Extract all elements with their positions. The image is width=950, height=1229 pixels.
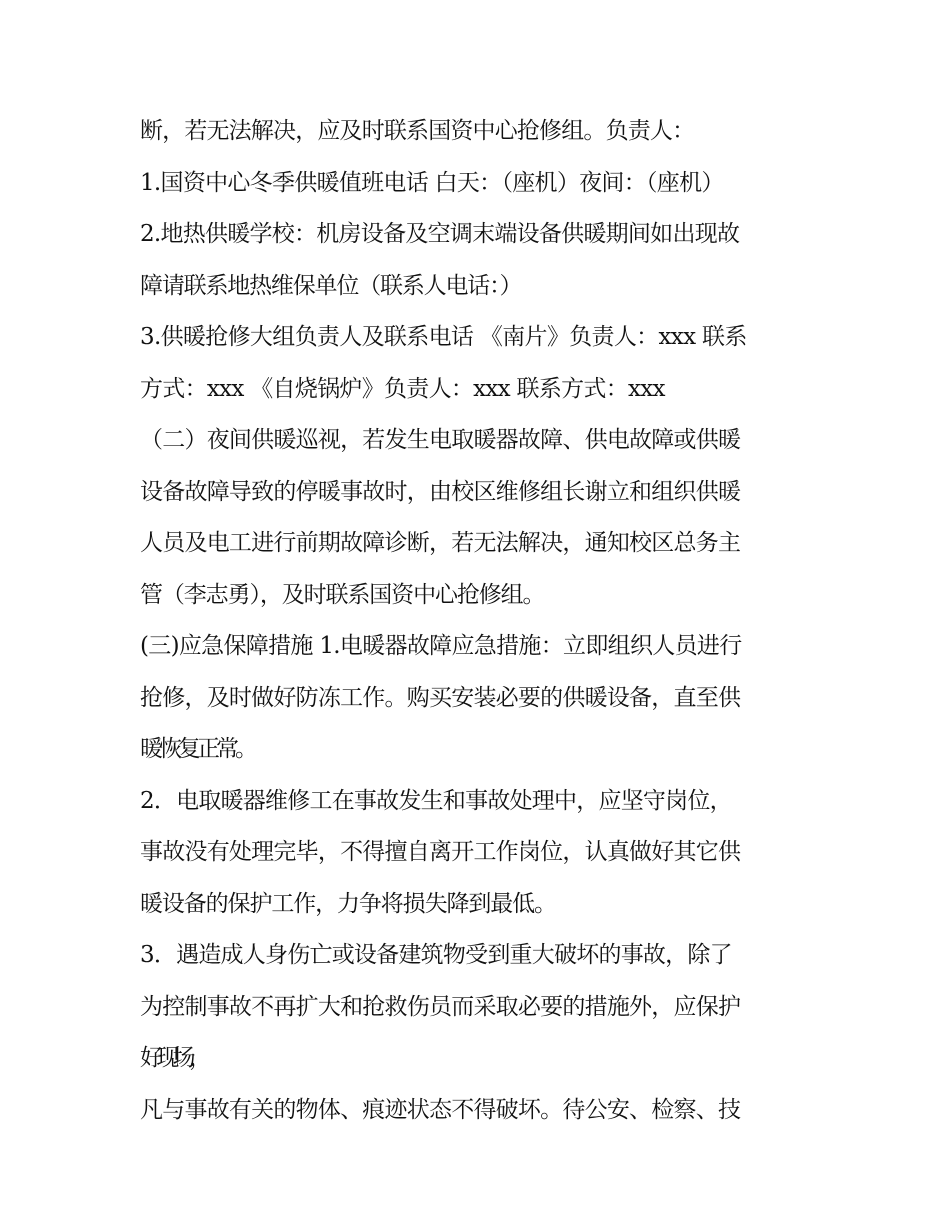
text-line: 凡与事故有关的物体、痕迹状态不得破坏。待公安、检察、技 (140, 1096, 741, 1123)
text-line: 设备故障导致的停暖事故时，由校区维修组长谢立和组织供暖 (140, 478, 741, 505)
text-line: 好现场， (140, 1045, 206, 1071)
text-line: 2．电取暖器维修工在事故发生和事故处理中，应坚守岗位， (140, 787, 732, 814)
text-line: 2.地热供暖学校：机房设备及空调末端设备供暖期间如出现故 (140, 221, 740, 247)
text-line: 事故没有处理完毕，不得擅自离开工作岗位，认真做好其它供 (140, 839, 741, 865)
text-line: 人员及电工进行前期故障诊断，若无法解决，通知校区总务主 (140, 530, 741, 556)
text-line: 管（李志勇），及时联系国资中心抢修组。 (140, 581, 545, 608)
text-line: (三)应急保障措施 1.电暖器故障应急措施：立即组织人员进行 (140, 633, 742, 659)
text-line: 为控制事故不再扩大和抢救伤员而采取必要的措施外，应保护 (140, 993, 741, 1020)
text-line: 3．遇造成人身伤亡或设备建筑物受到重大破坏的事故，除了 (140, 942, 732, 968)
text-line: 暖恢复正常。 (140, 736, 254, 762)
text-line: （二）夜间供暖巡视，若发生电取暖器故障、供电故障或供暖 (140, 427, 741, 453)
text-line: 3.供暖抢修大组负责人及联系电话 《南片》负责人：xxx 联系 (140, 324, 747, 350)
text-line: 抢修，及时做好防冻工作。购买安装必要的供暖设备，直至供 (140, 684, 741, 711)
text-line: 方式：xxx 《自烧锅炉》负责人：xxx 联系方式：xxx (140, 375, 665, 402)
document-body (140, 106, 840, 1136)
text-line: 1.国资中心冬季供暖值班电话 白天：（座机）夜间：（座机） (140, 169, 724, 196)
text-line: 障请联系地热维保单位（联系人电话：） (140, 272, 522, 299)
text-line: 暖设备的保护工作，力争将损失降到最低。 (140, 890, 556, 917)
text-line: 断，若无法解决，应及时联系国资中心抢修组。负责人： (140, 118, 695, 144)
